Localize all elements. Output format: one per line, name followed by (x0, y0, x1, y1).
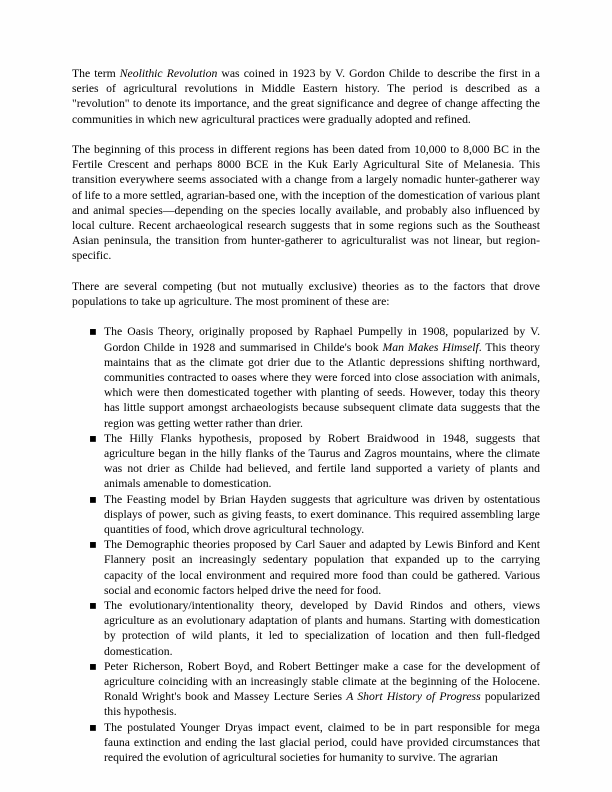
paragraph-theories-lead-in: There are several competing (but not mutually exclusive) theories as to the factors that drove populations to take up agriculture. The most prominent of these are: (72, 279, 540, 309)
bullet-icon: ▪ (89, 430, 97, 445)
bullet-icon: ▪ (89, 537, 97, 552)
list-item-italic-title: Man Makes Himself (382, 340, 479, 354)
neolithic-revolution-title: Neolithic Revolution (119, 67, 218, 80)
paragraph-intro-text-before-title: The term (72, 67, 120, 80)
list-item-text-part1: The Feasting model by Brian Hayden suggests that agriculture was driven by ostentatious displays of power, such as giving feasts, to exert dominance. This required assembling large quantities of food, which drove agricultural technology. (104, 492, 540, 537)
list-item (72, 431, 540, 492)
bullet-icon: ▪ (89, 598, 97, 613)
list-item-italic-title: A Short History of Progress (346, 690, 481, 704)
list-item-text-part1: The postulated Younger Dryas impact event, claimed to be in part responsible for mega fauna extinction and ending the last glacial period, could have provided circumstances that required the evolution of agricultural societies for humanity to survive. The agrarian (104, 720, 540, 765)
bullet-icon: ▪ (89, 491, 97, 506)
list-item (72, 659, 540, 720)
list-item-text-part1: The Demographic theories proposed by Carl Sauer and adapted by Lewis Binford and Kent Flannery posit an increasingly sedentary population that expanded up to the carrying capacity of the local environment and required more food than could be gathered. Various social and economic factors helped drive the need for food. (104, 538, 540, 597)
theories-list (72, 324, 540, 765)
list-item-text-part1: The Hilly Flanks hypothesis, proposed by Robert Braidwood in 1948, suggests that agriculture began in the hilly flanks of the Taurus and Zagros mountains, where the climate was not drier as Childe had believed, and fertile land supported a variety of plants and animals amenable to domestication. (104, 431, 540, 491)
list-item-text-part1: Peter Richerson, Robert Boyd, and Robert Bettinger make a case for the development of agriculture coinciding with an increasingly stable climate at the beginning of the Holocene. Ronald Wright's book and Massey Lecture Series (104, 659, 540, 704)
list-item (72, 492, 540, 538)
paragraph-intro (72, 66, 540, 127)
list-item-text-part1: The Oasis Theory, originally proposed by Raphael Pumpelly in 1908, popularized by V. Gordon Childe in 1928 and summarised in Childe's book (104, 325, 540, 354)
bullet-icon: ▪ (89, 719, 97, 734)
document-body (72, 66, 540, 765)
list-item (72, 720, 540, 766)
list-item (72, 324, 540, 430)
list-item-text-part1: The evolutionary/intentionality theory, developed by David Rindos and others, views agriculture as an evolutionary adaptation of plants and humans. Starting with domestication by protection of wild plants, it led to specialization of location and then full-fledged domestication. (104, 599, 540, 658)
paragraph-intro-text-after-title: was coined in 1923 by V. Gordon Childe to describe the first in a series of agricultural revolutions in Middle Eastern history. The period is described as a "revolution" to denote its importance, and the great significance and degree of change affecting the communities in which new agricultural practices were gradually adopted and refined. (72, 67, 540, 126)
list-item (72, 598, 540, 659)
list-item-text-part2: . This theory maintains that as the climate got drier due to the Atlantic depressions shifting northward, communities contracted to oases where they were forced into close association with animals, which were then domesticated together with planting of seeds. However, today this theory has little support amongst archaeologists because subsequent climate data suggests that the region was getting wetter rather than drier. (104, 340, 540, 430)
list-item (72, 537, 540, 598)
paragraph-process-dating: The beginning of this process in different regions has been dated from 10,000 to 8,000 BC in the Fertile Crescent and perhaps 8000 BCE in the Kuk Early Agricultural Site of Melanesia. This transition everywhere seems associated with a change from a largely nomadic hunter-gatherer way of life to a more settled, agrarian-based one, with the inception of the domestication of various plant and animal species—depending on the species locally available, and probably also influenced by local culture. Recent archaeological research suggests that in some regions such as the Southeast Asian peninsula, the transition from hunter-gatherer to agriculturalist was not linear, but region-specific. (72, 143, 541, 263)
list-item-text-part2: popularized this hypothesis. (104, 690, 541, 719)
bullet-icon: ▪ (89, 324, 97, 339)
bullet-icon: ▪ (89, 658, 97, 673)
